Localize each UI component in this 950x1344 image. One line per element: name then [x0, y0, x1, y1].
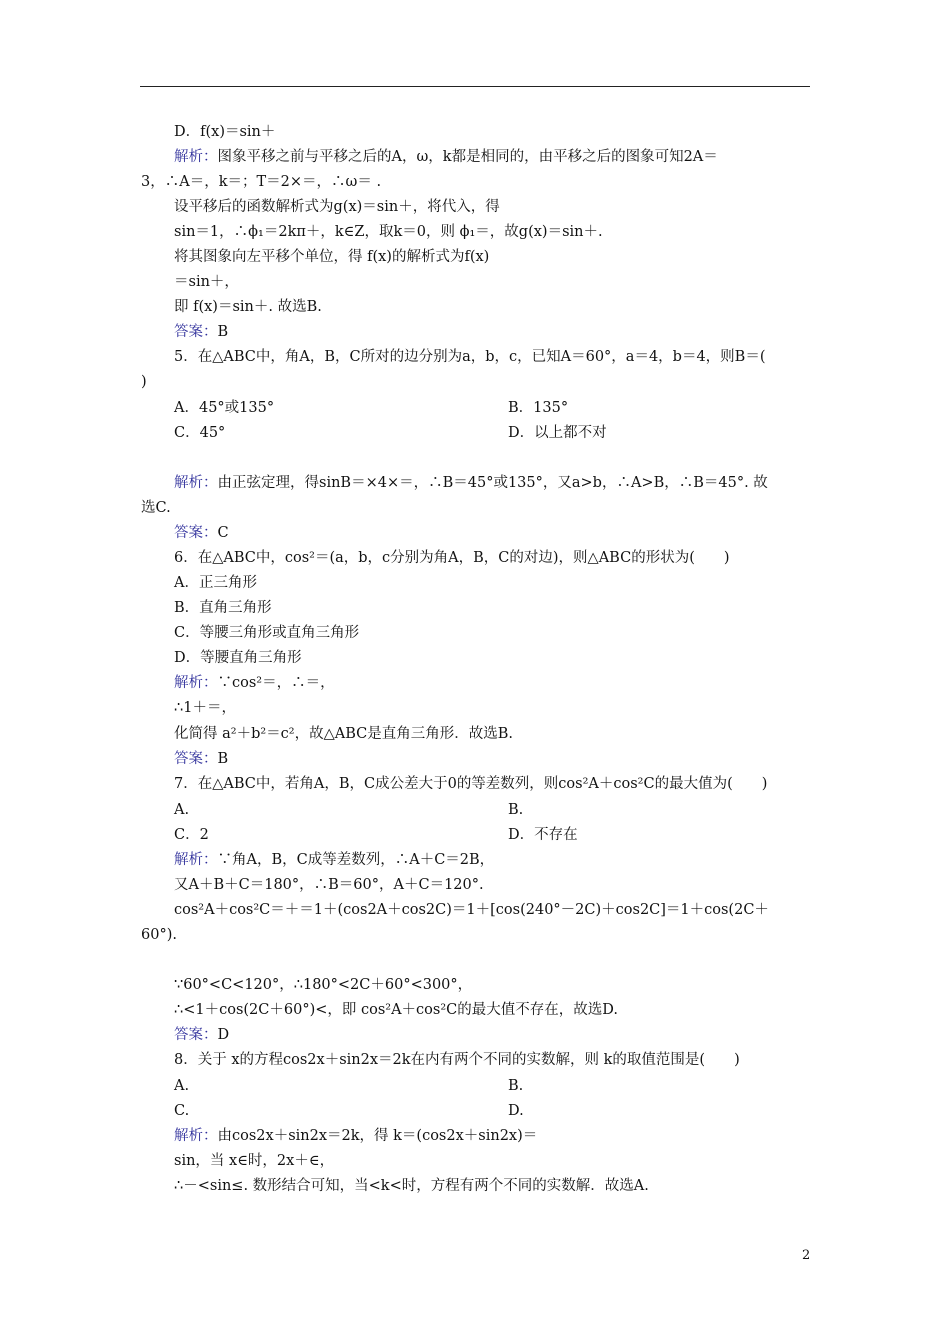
option-d: D. [508, 1103, 524, 1119]
answer-line: 答案：C [174, 525, 229, 541]
text-line: 又A＋B＋C＝180°，∴B＝60°，A＋C＝120°. [174, 877, 484, 893]
header-rule [140, 86, 810, 87]
text-line: 化简得 a²＋b²＝c²，故△ABC是直角三角形．故选B. [174, 726, 513, 742]
answer-label: 答案： [174, 1027, 218, 1043]
option-b: B．135° [508, 400, 569, 416]
analysis-line: 解析：由cos2x＋sin2x＝2k，得 k＝(cos2x＋sin2x)＝ [174, 1128, 538, 1144]
text-line: ∴－<sin≤. 数形结合可知，当<k<时，方程有两个不同的实数解．故选A. [174, 1178, 649, 1194]
text-line: ) [141, 374, 147, 390]
text-line: cos²A＋cos²C＝＋＝1＋(cos2A＋cos2C)＝1＋[cos(240°－2C)＋cos2C]＝1＋cos(2C＋ [174, 902, 769, 918]
question-7: 7．在△ABC中，若角A，B，C成公差大于0的等差数列，则cos²A＋cos²C的最大值为( ) [174, 776, 768, 792]
option-d: D．等腰直角三角形 [174, 650, 302, 666]
text-line: 3，∴A＝，k＝；T＝2×＝，∴ω＝ . [141, 174, 382, 190]
answer-line: 答案：B [174, 324, 229, 340]
option-b: B. [508, 1078, 524, 1094]
analysis-label: 解析： [174, 1128, 218, 1144]
question-8: 8．关于 x的方程cos2x＋sin2x＝2k在内有两个不同的实数解，则 k的取值范围是( ) [174, 1052, 740, 1068]
analysis-label: 解析： [174, 675, 218, 691]
question-5: 5．在△ABC中，角A，B，C所对的边分别为a，b，c，已知A＝60°，a＝4，b＝4，则B＝( [174, 349, 766, 365]
text-line: sin＝1，∴ϕ₁＝2kπ＋，k∈Z，取k＝0，则 ϕ₁＝，故g(x)＝sin＋. [174, 224, 603, 240]
analysis-line: 解析：∵cos²＝，∴＝， [174, 675, 335, 691]
analysis-line: 解析：图象平移之前与平移之后的A，ω，k都是相同的，由平移之后的图象可知2A＝ [174, 149, 718, 165]
analysis-label: 解析： [174, 852, 218, 868]
option-a: A. [174, 802, 190, 818]
analysis-label: 解析： [174, 475, 218, 491]
option-d: D．不存在 [508, 827, 578, 843]
option-d: D．f(x)＝sin＋ [174, 124, 276, 140]
text-line: ∵60°<C<120°，∴180°<2C＋60°<300°， [174, 977, 473, 993]
option-b: B. [508, 802, 524, 818]
text-line: 即 f(x)＝sin＋. 故选B. [174, 299, 322, 315]
analysis-label: 解析： [174, 149, 218, 165]
answer-label: 答案： [174, 525, 218, 541]
answer-label: 答案： [174, 324, 218, 340]
option-c: C. [174, 1103, 190, 1119]
text-line: 选C. [141, 500, 171, 516]
text-line: ∴<1＋cos(2C＋60°)<，即 cos²A＋cos²C的最大值不存在，故选D. [174, 1002, 618, 1018]
option-c: C．等腰三角形或直角三角形 [174, 625, 360, 641]
text-line: 设平移后的函数解析式为g(x)＝sin＋，将代入，得 [174, 199, 500, 215]
option-d: D．以上都不对 [508, 425, 607, 441]
answer-line: 答案：D [174, 1027, 230, 1043]
page-number: 2 [802, 1248, 811, 1263]
analysis-line: 解析：∵角A，B，C成等差数列，∴A＋C＝2B， [174, 852, 495, 868]
option-c: C．2 [174, 827, 209, 843]
text-line: ＝sin＋， [174, 274, 239, 290]
answer-line: 答案：B [174, 751, 229, 767]
text-line: 60°). [141, 927, 177, 943]
text-line: sin，当 x∈时，2x＋∈， [174, 1153, 335, 1169]
text-line: 将其图象向左平移个单位，得 f(x)的解析式为f(x) [174, 249, 490, 265]
option-a: A．正三角形 [174, 575, 257, 591]
option-a: A．45°或135° [174, 400, 275, 416]
question-6: 6．在△ABC中，cos²＝(a，b，c分别为角A，B，C的对边)，则△ABC的形状为( ) [174, 550, 730, 566]
text-line: ∴1＋＝， [174, 700, 236, 716]
option-c: C．45° [174, 425, 226, 441]
analysis-line: 解析：由正弦定理，得sinB＝×4×＝，∴B＝45°或135°，又a>b，∴A>B，∴B＝45°. 故 [174, 475, 768, 491]
option-b: B．直角三角形 [174, 600, 272, 616]
answer-label: 答案： [174, 751, 218, 767]
option-a: A. [174, 1078, 190, 1094]
